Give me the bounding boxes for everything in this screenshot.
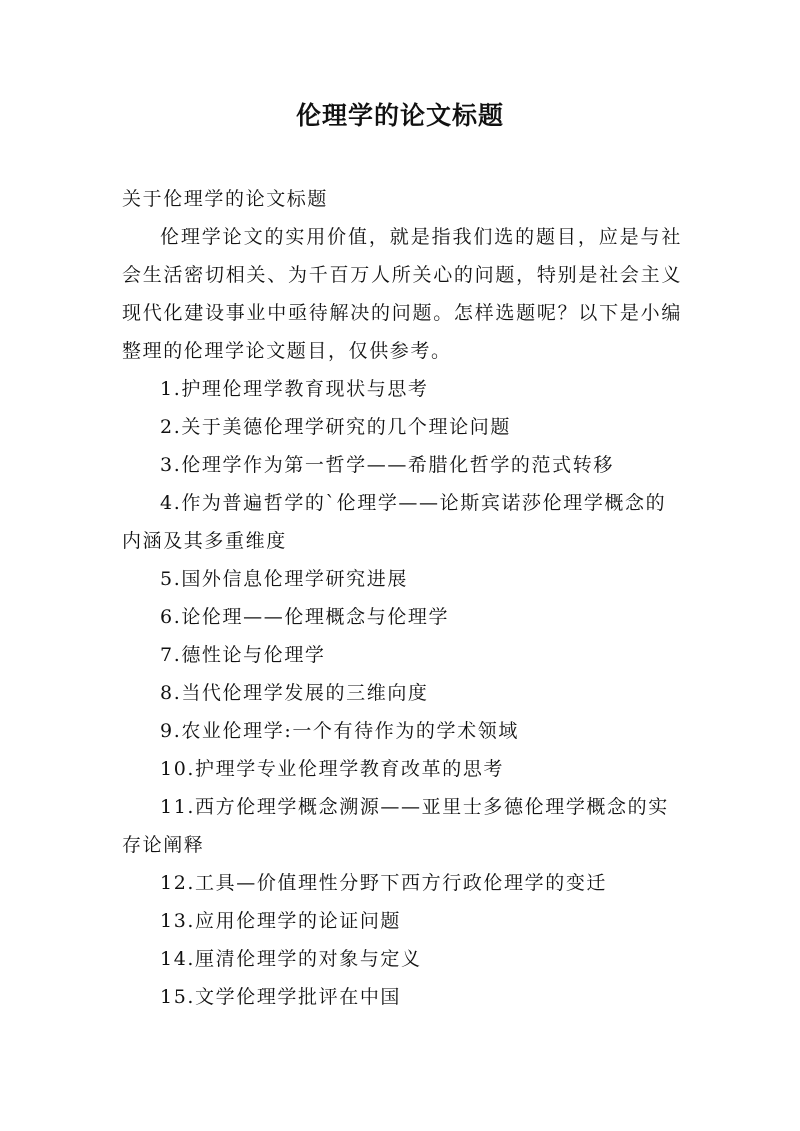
list-item: 14.厘清伦理学的对象与定义 <box>160 948 422 970</box>
section-heading: 关于伦理学的论文标题 <box>122 188 329 210</box>
list-item: 4.作为普遍哲学的`伦理学——论斯宾诺莎伦理学概念的内涵及其多重维度 <box>122 492 667 552</box>
list-item: 6.论伦理——伦理概念与伦理学 <box>160 606 450 628</box>
list-item: 10.护理学专业伦理学教育改革的思考 <box>160 758 505 780</box>
list-item: 11.西方伦理学概念溯源——亚里士多德伦理学概念的实存论阐释 <box>122 796 669 856</box>
list-item: 1.护理伦理学教育现状与思考 <box>160 378 429 400</box>
list-item: 9.农业伦理学:一个有待作为的学术领域 <box>160 720 519 742</box>
intro-paragraph: 伦理学论文的实用价值，就是指我们选的题目，应是与社会生活密切相关、为千百万人所关心的问题，特别是社会主义现代化建设事业中亟待解决的问题。怎样选题呢？以下是小编整理的伦理学论文题目，仅供参考。 <box>122 226 682 362</box>
list-item: 12.工具—价值理性分野下西方行政伦理学的变迁 <box>160 872 608 894</box>
list-item: 13.应用伦理学的论证问题 <box>160 910 402 932</box>
page-title: 伦理学的论文标题 <box>295 101 504 130</box>
list-item: 5.国外信息伦理学研究进展 <box>160 568 408 590</box>
list-item: 7.德性论与伦理学 <box>160 644 326 666</box>
document-body <box>122 180 682 1016</box>
list-item: 8.当代伦理学发展的三维向度 <box>160 682 429 704</box>
list-item: 15.文学伦理学批评在中国 <box>160 986 402 1008</box>
list-item: 2.关于美德伦理学研究的几个理论问题 <box>160 416 511 438</box>
list-item: 3.伦理学作为第一哲学——希腊化哲学的范式转移 <box>160 454 614 476</box>
